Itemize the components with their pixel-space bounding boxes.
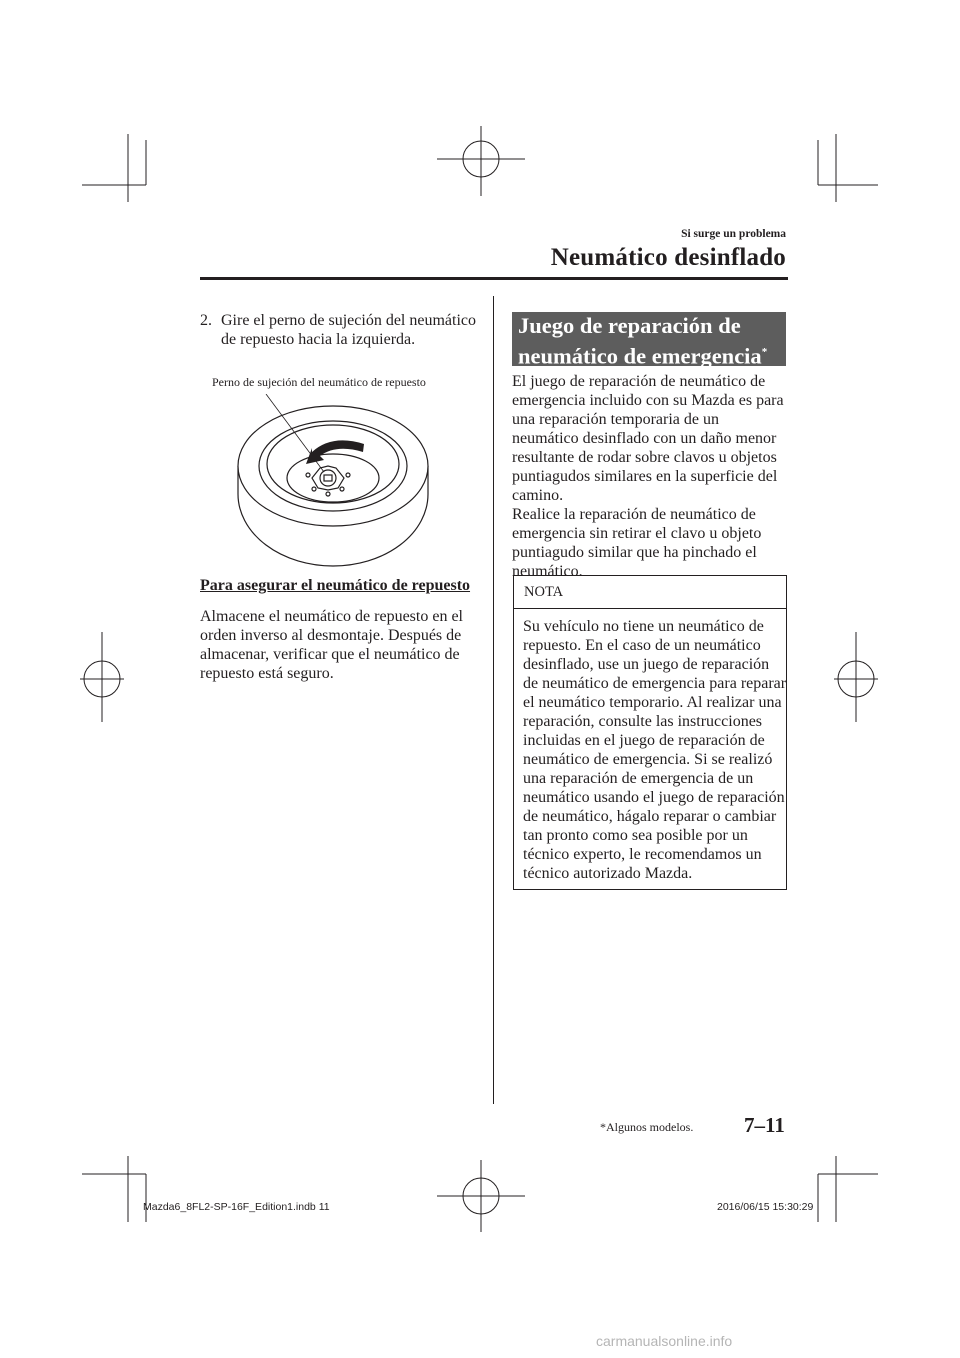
figure-label: Perno de sujeción del neumático de repuesto — [212, 375, 426, 389]
body-paragraph: Realice la reparación de neumático de emergencia sin retirar el clavo u objeto puntiagudo similar que ha pinchado el neumático. — [512, 506, 762, 580]
banner-line: Juego de reparación de — [518, 313, 741, 338]
body-text — [512, 372, 788, 581]
body-paragraph: El juego de reparación de neumático de emergencia incluido con su Mazda es para una reparación temporaria de un neumático desinflado con un daño menor resultante de rodar sobre clavos u objetos puntiagudos similares en la superficie del camino. — [512, 373, 784, 504]
note-header — [514, 576, 786, 609]
body-paragraph: Almacene el neumático de repuesto en el orden inverso al desmontaje. Después de almacenar, verificar que el neumático de repuesto está seguro. — [200, 608, 463, 682]
banner-line — [518, 339, 786, 370]
step-number: 2. — [200, 312, 212, 329]
banner-line-text: neumático de emergencia — [518, 343, 762, 369]
page-number: 7–11 — [744, 1113, 785, 1137]
header-rule — [200, 277, 788, 280]
spare-tire-illustration — [232, 394, 434, 570]
section-subheading: Para asegurar el neumático de repuesto — [200, 577, 471, 594]
note-title: NOTA — [524, 584, 564, 600]
page-title: Neumático desinflado — [550, 244, 786, 271]
print-slug-file: Mazda6_8FL2-SP-16F_Edition1.indb 11 — [143, 1201, 330, 1213]
print-slug-date: 2016/06/15 15:30:29 — [717, 1201, 814, 1213]
banner-asterisk: * — [761, 346, 768, 358]
section-label: Si surge un problema — [681, 228, 786, 240]
note-body: Su vehículo no tiene un neumático de repuesto. En el caso de un neumático desinflado, use un juego de reparación de neumático de emergencia para reparar el neumático temporario. Al realizar una reparación, consulte las instrucciones incluidas en el juego de reparación de neumático de emergencia. Si se realizó una reparación de emergencia de un neumático usando el juego de reparación de neumático, hágalo reparar o cambiar tan pronto como sea posible por un técnico experto, le recomendamos un técnico autorizado Mazda. — [523, 618, 787, 882]
watermark: carmanualsonline.info — [596, 1333, 733, 1349]
footnote: *Algunos modelos. — [600, 1120, 694, 1134]
step-text: Gire el perno de sujeción del neumático de repuesto hacia la izquierda. — [221, 312, 477, 348]
section-banner — [512, 312, 786, 369]
column-divider — [493, 296, 494, 1104]
note-box — [513, 575, 787, 890]
